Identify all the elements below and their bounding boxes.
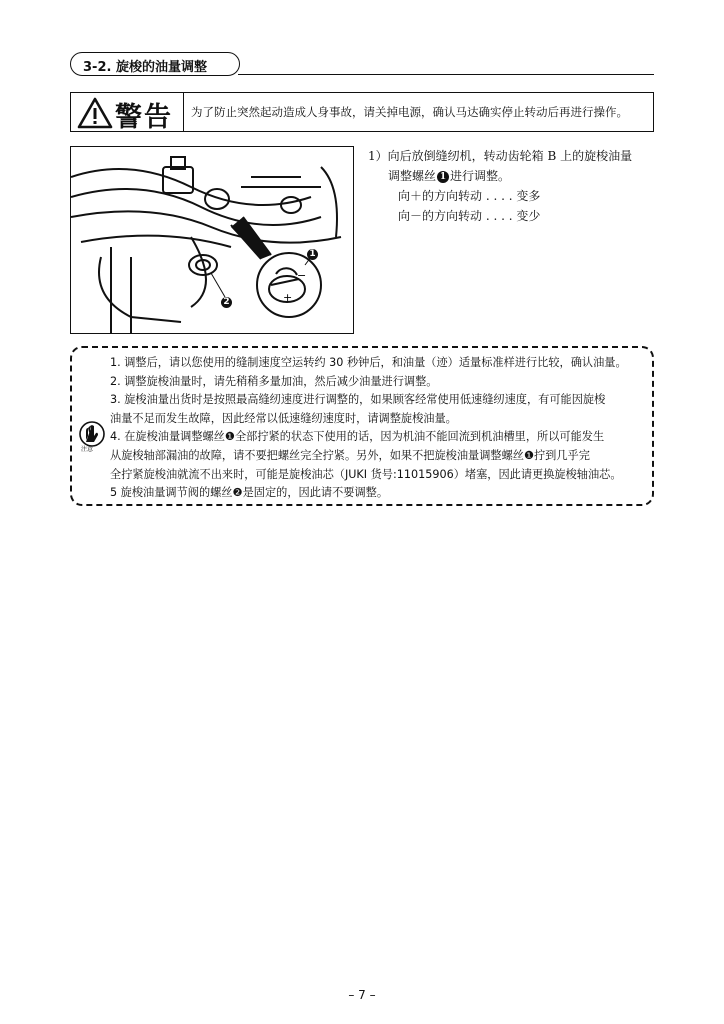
page-number: – 7 –	[348, 988, 376, 1002]
caution-list	[110, 354, 646, 503]
warning-box	[70, 92, 654, 132]
plus-mark: +	[283, 291, 293, 304]
callout-1: 1	[307, 249, 318, 260]
caution-icon-label: 注意	[81, 446, 94, 452]
caution-item: 2. 调整旋梭油量时，请先稍稍多量加油，然后减少油量进行调整。	[110, 374, 438, 388]
callout-2: 2	[221, 297, 232, 308]
warning-triangle-icon	[77, 97, 113, 129]
caution-item: 油量不足而发生故障，因此经常以低速缝纫速度时，请调整旋梭油量。	[110, 411, 457, 425]
caution-item: 5 旋梭油量调节阀的螺丝❷是固定的，因此请不要调整。	[110, 486, 389, 500]
machine-drawing	[71, 147, 354, 334]
step-1-line-1: 1）向后放倒缝纫机，转动齿轮箱 B 上的旋梭油量	[368, 149, 633, 163]
step-1-minus-direction: 向－的方向转动 . . . . 变少	[398, 209, 541, 223]
caution-item: 4. 在旋梭油量调整螺丝❶全部拧紧的状态下使用的话，因为机油不能回流到机油槽里，所以可能发生	[110, 430, 605, 444]
step-1-plus-direction: 向＋的方向转动 . . . . 变多	[398, 189, 541, 203]
section-title-frame	[70, 52, 240, 76]
step-1-text-a: 调整螺丝	[388, 169, 437, 183]
caution-notes-box	[70, 346, 654, 506]
warning-text: 为了防止突然起动造成人身事故，请关掉电源，确认马达确实停止转动后再进行操作。	[191, 105, 628, 119]
section-rule	[238, 74, 654, 75]
screw-1-mark: 1	[437, 171, 449, 183]
caution-hand-icon	[78, 420, 106, 452]
minus-mark: −	[297, 269, 307, 282]
caution-item: 1. 调整后，请以您使用的缝制速度空运转约 30 秒钟后，和油量（迹）适量标准样进行比较，确认油量。	[110, 356, 627, 369]
oil-adjust-illustration	[70, 146, 354, 334]
warning-label: 警告	[115, 102, 173, 133]
warning-sign	[71, 93, 184, 131]
section-title: 3-2. 旋梭的油量调整	[83, 60, 207, 75]
caution-item: 3. 旋梭油量出货时是按照最高缝纫速度进行调整的，如果顾客经常使用低速缝纫速度，有可能因旋梭	[110, 393, 606, 407]
step-1-text-b: 进行调整。	[450, 169, 511, 183]
caution-item: 从旋梭轴部漏油的故障，请不要把螺丝完全拧紧。另外，如果不把旋梭油量调整螺丝❶拧到几乎完	[110, 448, 590, 462]
caution-item: 全拧紧旋梭油就流不出来时，可能是旋梭油芯（JUKI 货号:11015906）堵塞，因此请更换旋梭轴油芯。	[110, 467, 622, 481]
step-1-line-2	[368, 166, 658, 186]
adjust-instructions	[368, 146, 658, 226]
section-header	[70, 52, 654, 78]
